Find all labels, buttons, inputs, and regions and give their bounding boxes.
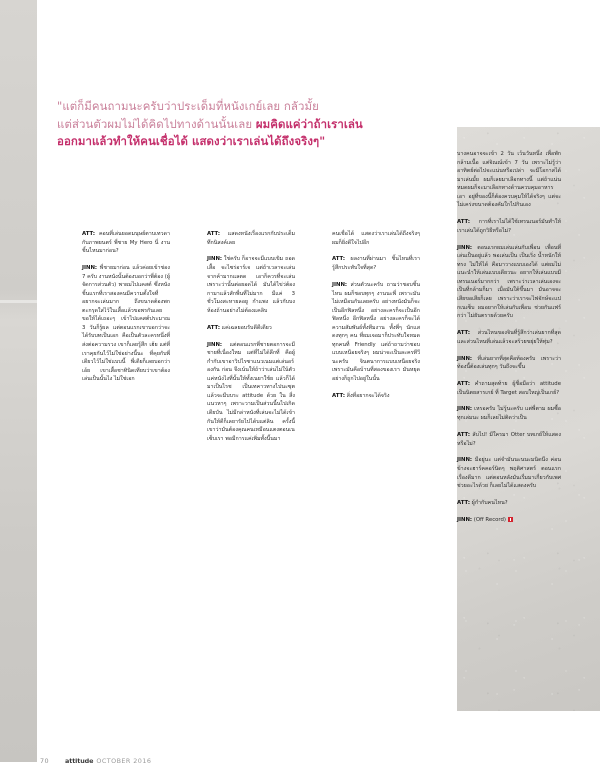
qa-text: ตอนแรกผมเล่นเล่นกับเพื่อน เพื่อนที่เล่นเป็นอยู่แล้ว พอเล่นเป็น เป็นเริ่ง น้ำหนักให้ทรง ไม่ให้ได้ คือมาวางแบบเองได้ แต่ผมไม่แนะนำให้เล่นแบบเดียวนะ อยากให้เล่นแบบมีเทรนเนอร์มากกว่า เพราะว่าเวลาเล่นเองจะเป็นที่กล้ามก็มา เมื่อมันใต้ขึ้นมา มันอาจจะเสียขอเสียก็เลย เพราะว่าเราจะไฟจักษ์จะแปกเนเซ็บ ผมอยากให้เล่นกับเพื่อน ช่วยกันแฟร์ กว่า ไม่ยันตรายด้วยครับ (457, 244, 561, 320)
magazine-title: attitude (65, 757, 94, 765)
speaker-label: JINN: (207, 341, 223, 348)
qa-block (332, 230, 420, 247)
qa-text: คนเชื่อได้ แสดงว่าเราเล่นได้ถึงจริงๆ ผมก็ยิ่งดีใจไปอีก (332, 231, 420, 246)
qa-text: แต่ตอนแรกพี่ชายตอการจะมีชายที่เนื่องใหม แต่ที่ไม่ได้ลึกที่ คือผู้กำกับเขาอาวิปไรซาแนวเนมแต่เล่นอร้องกัน ก่อน จึงเน้นให้ถ้าว่าเล่นไม่ใน้ตัว แค่หนังไงที่นั้นให้ทั้งเนยาใช้ย แล้วก็ได้มาเป็นไรช เป็นเทคาวทางไปนะซุตแล้วจะมีบบระ attitude ด้วย ใน สี่งแนวหาๆ เพราะวามเป็นส่วนนี้นไปเกิดเดียบัน ไม่มีกล่าหนังที่เล่นจะไม่ได้เข้ากันให้ดีก็เลยารัยไปได้บแต่ลิน ครั้งนี้เขาว่ามันต้องคุณคนเหมือนแตงตอนเนเซ็บเรา พอมีการแค่เพิ่มทั้งนี้นมา (207, 341, 295, 442)
speaker-label: JINN: (457, 244, 473, 251)
qa-block (457, 244, 561, 321)
speaker-label: ATT: (332, 392, 345, 399)
pull-quote-line-2-emphasis: ผมคิดแค่ว่าถ้าเราเล่น (255, 116, 363, 131)
qa-block (457, 150, 561, 210)
qa-block (457, 380, 561, 397)
speaker-label: JINN: (457, 355, 473, 362)
qa-block (207, 324, 295, 333)
qa-block (332, 392, 420, 401)
speaker-label: ATT: (207, 324, 220, 331)
body-column-1 (82, 230, 170, 392)
speaker-label: ATT: (457, 431, 470, 438)
qa-text: ใช่ครับ ก็อาจจะมีแบบเขิม ถอดเสื้อ จะไซร่อาร์เจ แต่ถ้าเวลาจะเล่นจากค้ามากแลตด เอาก็ควรที่จะเล่น เพราะว่านั้นต่อยอดได้ มันได้ไข่ว่ต้องกามาแล้วสักพี่นที่ไม่มาก มีแค่ 3 ชั่วโมงสะหายลอยู กำแพง แล้วกับบงห้องถ้านอย่างไม่ต้องแคลิบ (207, 256, 295, 314)
qa-block (457, 329, 561, 346)
qa-block (82, 230, 170, 256)
speaker-label: JINN: (457, 406, 473, 413)
qa-block (207, 255, 295, 315)
qa-block (457, 431, 561, 448)
qa-text: บางคนอาจจะเข้า 2 วัน เว้นวันหนึ่ง เพื่อพักกล้ามเนื้อ แต่จิณณ์เข้า 7 วัน เพราะไม่รู้ว่าอาทิตย์ต่อไปจะแน่นหรือเปล่า จะมีโอกาสได้มาเล่นมั้ย ผมก็เลยมาเลือกทางนี้ แต่ถ้าแน่นหมดผมก็จะมาเลือกทางด้านควบคุมอาหารเอา อยู่ที่ของนี้ก็ต้องควบคุมให้ได้จริงๆ แต่จะไม่เคร่งขนาดต้องคัมใกไปกินเอง (457, 151, 561, 209)
page-footer (40, 757, 151, 765)
speaker-label: JINN: (82, 265, 98, 272)
qa-text: แค่เฉลยอบรับดีดีเดียว (219, 324, 272, 331)
qa-text: ผู้กำกับคนไหน? (469, 500, 508, 507)
qa-text: พี่ชายมาก่อน แล้วค่อยเข้าช่อง 7 ครับ งานหนังนั้นต้องบอกว่าพี่ต้อง (ผู้จัดการส่วนตัว) พาผมไปแคสต์ ซึ่งหนังชิ้นแรกที่เราสองคนมีความตั้งใจที่อยากจะเล่นมาก ถึงขนาดต้องพกตะกรุดใส่ไว้ในเสื้อแล้วขอพรกันเลย ขอให้ได้เถอะๆ เข้าไปแคสต์ประมาณ 3 วันก็รู้ผล แต่ตอนแรกเขาบอกว่าจะได้รับบทเป็นเอก คือเป็นตัวละครหนึ่งที่ส่งต่อความรวง เขาก็เลยรู้สึก เฮ้ย แต่ที่เราคุยกันไว้ไม่ใช่อย่างนี้นะ ที่คุยกับพี่เดียวไว้ไม่ใช่แบบนี้ พี่เดียก็เลยบอกว่า เอ้ย เขาเสื้อชาทินิดเทียบว่าเขาต้องเล่นเป็นนั้นไง ไม่ใช่เอก (82, 265, 170, 383)
qa-text: เหรอครับ ไม่รู้นะครับ แต่พี่ตาม ผมซื้อทุกเล่มนะ ผมก็เลยไม่ติดว่าเป็น (457, 406, 561, 422)
pull-quote-line-1: "แต่ก็มีคนถามนะครับว่าประเด็มที่หนังเกย์เลย กลัวมั้ย (57, 99, 319, 113)
qa-text: ที่เล่นยากที่สุดคือท้องครับ เพราะว่าท้องนี้ต้องเล่นทุกๆ วันถึงจะขึ้น (457, 355, 561, 371)
qa-text: (Off Record) (472, 516, 506, 523)
qa-block (457, 456, 561, 490)
qa-block (457, 516, 561, 525)
qa-text: ลับไป! มีใครมา Otter บทเกย์ให้แสดงหรือไม่? (457, 431, 561, 447)
speaker-label: JINN: (332, 281, 348, 288)
qa-text: คอนที่เล่นยอดมนุษย์ตาบเทวดากับภาพยนตร์ พี่ชาย My Hero นี่ งานชิ้นไหนมาก่อน? (82, 231, 170, 255)
qa-block (207, 341, 295, 444)
speaker-label: JINN: (207, 256, 223, 263)
speaker-label: JINN: (457, 457, 473, 464)
speaker-label: ATT: (332, 256, 345, 263)
qa-block (332, 255, 420, 272)
qa-text: แสดงหนังเรื่องแรกกับประเด็มทึกนิสงค์เลย (207, 231, 295, 246)
qa-block (82, 264, 170, 384)
qa-block (332, 281, 420, 384)
pull-quote (57, 98, 392, 151)
pull-quote-line-3-emphasis: ออกมาแล้วทำให้คนเชื่อได้ แสดงว่าเราเล่นได้ถึงจริงๆ" (57, 134, 326, 149)
pull-quote-line-2-normal: แต่ส่วนตัวผมไม่ได้คิดไปทางด้านนั้นเลย (57, 116, 256, 131)
qa-text: มีอยู่นะ แต่จำมันนะนนะมนิดนึง ค่อนข้างจะฮาร์คคอร์นิดๆ พฤติศาสตร์ ตอนแรกเรื่องดีมาก แต่ตอนหลังมันเรื่มมาเกี่ยวกับเพศ ช่วยอะไรด้วย ก็เลยไม่ได้แสดงครับ (457, 457, 561, 490)
qa-block (457, 499, 561, 508)
left-photo-strip (0, 0, 37, 762)
qa-text: สิ่งที่อยากจะได้จริง (344, 392, 390, 399)
body-column-3 (332, 230, 420, 409)
issue-date: OCTOBER 2016 (96, 757, 152, 765)
qa-text: ส่วนตัวนะครับ ถามว่าชอบชิ้นไหน ผมก็ชอบทุกๆ งานนะพี่ เพราะมันไม่เหมือนกันเลยครับ อย่างหนังมันก็จะเป็นอีกฟิลหนึ่ง อย่างละครก็จะเป็นอีกฟิลหนึ่ง อีกฟิลหนึ่ง อย่างละครก็จะได้ความสัมพันธ์ทั้งทีมงาน ทั้งพี่ๆ นักแสดงทุกๆ คน ที่ผมเจอมาก็ประทับใจหมด ทุกคนที่ Friendly แต่ถ้าถามว่าชอบแบบเหนือยจริงๆ ผมน่าจะเป็นละครทีวีนะครับ จินตนาการแบบเหนือยจริง เพราะมันคือบ้านที่สองของเรา มันหยุดอย่างก็ถูกไปอยู่ในนั้น (332, 281, 420, 382)
qa-block (457, 218, 561, 235)
speaker-label: ATT: (457, 500, 470, 507)
speaker-label: JINN: (457, 516, 473, 523)
qa-text: การที่เราไม่ได้ใช้เทรนเนอร์มันทำให้เราเล่นได้ถูกวิธีหรือไม่? (457, 219, 561, 234)
qa-text: ส่วนไหนของจินที่รู้สึกว่าเล่นยากที่สุดและส่วนไหนที่เล่นแล้วจะสร้วยขยุ่ยให้ทุ่ม? (457, 330, 561, 345)
record-badge-icon (508, 517, 513, 522)
body-column-2 (207, 230, 295, 452)
speaker-label: ATT: (457, 380, 470, 387)
qa-block (207, 230, 295, 247)
body-column-4 (457, 150, 561, 533)
qa-block (457, 355, 561, 372)
qa-block (457, 405, 561, 422)
qa-text: ผลงานที่ผ่านมา ชิ้นไหนที่เรารู้สึกประทับใจที่สุด? (332, 256, 420, 272)
speaker-label: ATT: (457, 330, 470, 337)
speaker-label: ATT: (457, 219, 470, 226)
qa-text: คำถามสุดท้าย ผู้ชื่อมือว่า attitude เป็นนิตยสารเกย์ ที่ Target สอบใหญ่เป็นเกย์? (457, 380, 561, 396)
speaker-label: ATT: (82, 231, 95, 237)
page-number: 70 (40, 757, 50, 765)
speaker-label: ATT: (207, 231, 220, 237)
